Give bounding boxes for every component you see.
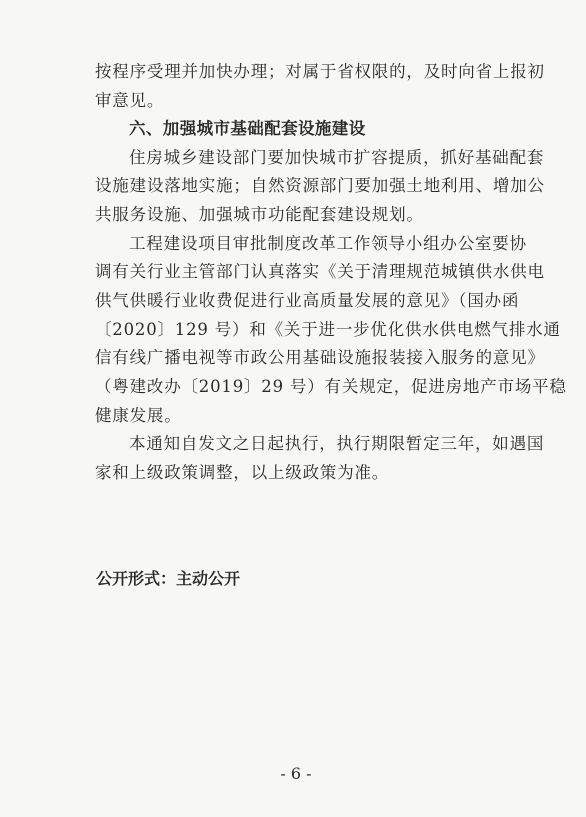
page-number: - 6 - — [280, 764, 312, 783]
body-text-line: （粤建改办〔2019〕29 号）有关规定，促进房地产市场平稳 — [95, 377, 567, 396]
body-text-line: 〔2020〕129 号）和《关于进一步优化供水供电燃气排水通 — [95, 320, 561, 339]
body-text-line: 按程序受理并加快办理；对属于省权限的，及时向省上报初 — [95, 62, 545, 81]
body-text-line: 健康发展。 — [95, 406, 182, 425]
body-text-line: 住房城乡建设部门要加快城市扩容提质，抓好基础配套 — [129, 148, 545, 167]
body-text-line: 共服务设施、加强城市功能配套建设规划。 — [95, 205, 424, 224]
disclosure-label: 公开形式：主动公开 — [96, 569, 241, 588]
body-text-line: 审意见。 — [95, 91, 165, 110]
body-text-line: 供气供暖行业收费促进行业高质量发展的意见》（国办函 — [95, 291, 520, 310]
body-text-line: 本通知自发文之日起执行，执行期限暂定三年，如遇国 — [129, 434, 545, 453]
body-text-line: 设施建设落地实施；自然资源部门要加强土地利用、增加公 — [95, 176, 545, 195]
body-text-line: 调有关行业主管部门认真落实《关于清理规范城镇供水供电 — [95, 262, 545, 281]
body-text-line: 信有线广播电视等市政公用基础设施报装接入服务的意见》 — [95, 348, 545, 367]
body-text-line: 工程建设项目审批制度改革工作领导小组办公室要协 — [129, 234, 527, 253]
section-heading: 六、加强城市基础配套设施建设 — [129, 119, 366, 138]
body-text-line: 家和上级政策调整，以上级政策为准。 — [95, 463, 390, 482]
